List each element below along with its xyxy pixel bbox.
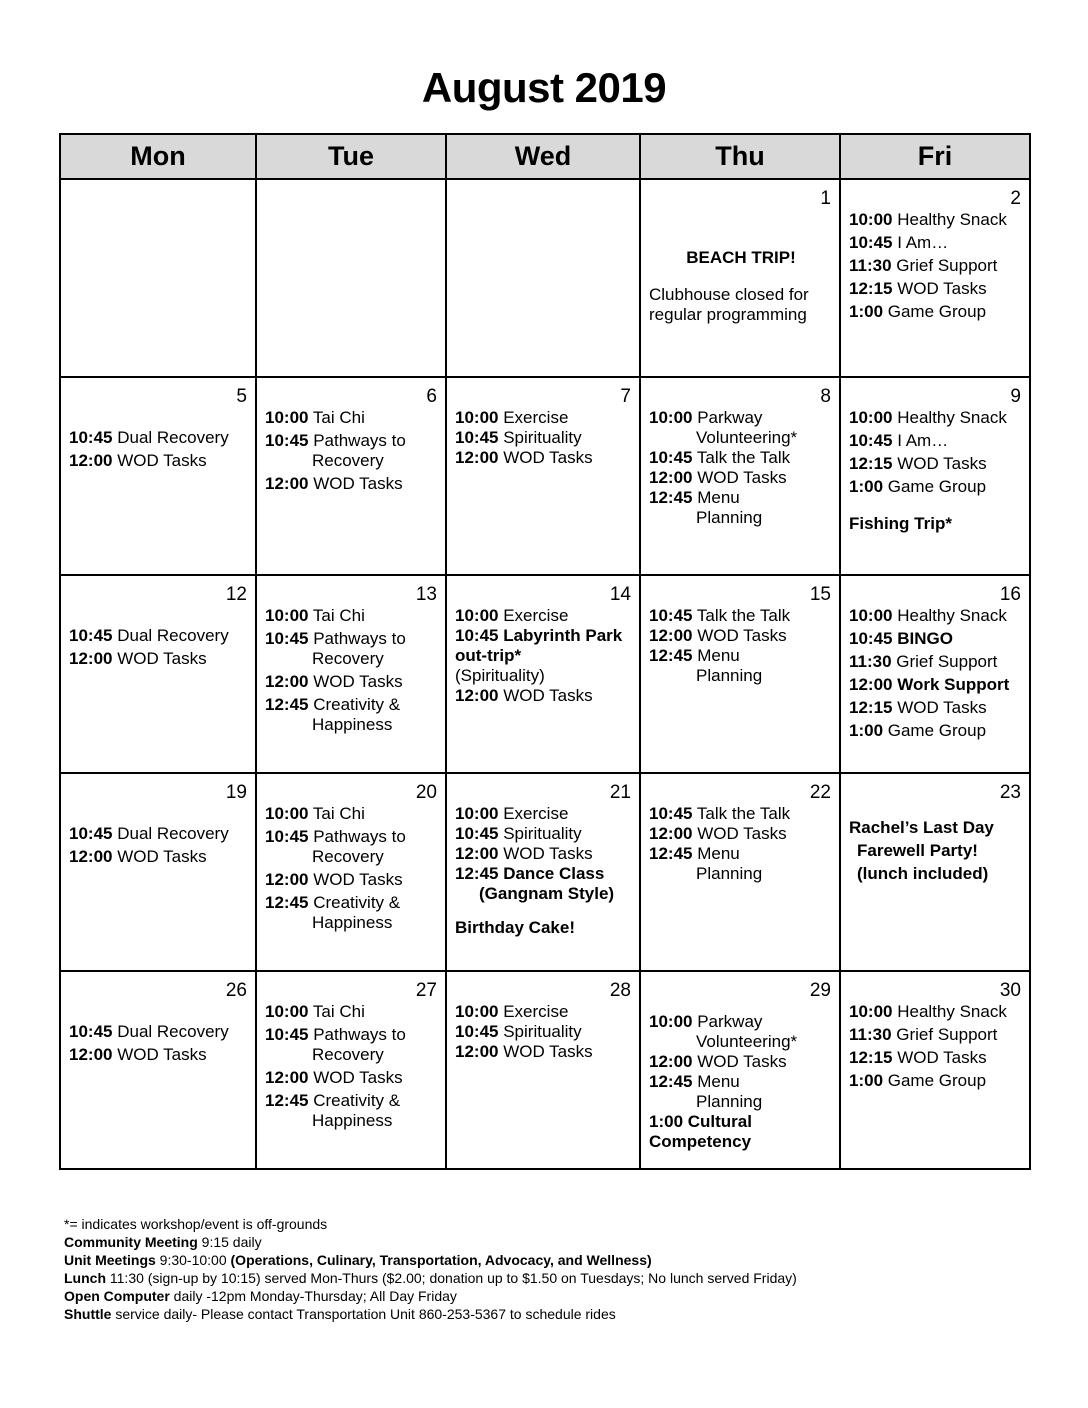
event: 12:00 WOD Tasks [265, 870, 403, 889]
event: 10:00 Tai Chi [265, 804, 365, 823]
event: 10:00 Tai Chi [265, 606, 365, 625]
day-cell-26 [60, 971, 256, 1169]
event: 10:45 Pathways to Recovery [265, 827, 406, 866]
day-number: 26 [225, 980, 247, 1001]
day-number: 28 [609, 980, 631, 1001]
event: 10:00 Exercise [455, 1002, 569, 1021]
event: 10:00 Healthy Snack [849, 408, 1007, 427]
event: 12:00 WOD Tasks [649, 824, 787, 843]
event: 12:45 Menu Planning [649, 1072, 763, 1111]
event-special: Farewell Party! [857, 841, 978, 860]
event-special: Fishing Trip* [849, 514, 952, 533]
event: 12:00 WOD Tasks [649, 468, 787, 487]
event: 12:00 Work Support [849, 675, 1010, 694]
calendar-grid [59, 133, 1031, 1170]
day-number: 5 [236, 386, 247, 407]
day-cell-5 [60, 377, 256, 575]
event: 10:45 Dual Recovery [69, 626, 229, 645]
event: 12:00 WOD Tasks [69, 1045, 207, 1064]
event: 12:00 WOD Tasks [265, 672, 403, 691]
day-cell-12 [60, 575, 256, 773]
event: 12:45 Dance Class (Gangnam Style) [455, 864, 615, 903]
day-number: 14 [609, 584, 631, 605]
event: 12:00 WOD Tasks [455, 1042, 593, 1061]
day-number: 23 [999, 782, 1021, 803]
event-note: Clubhouse closed for regular programming [649, 285, 809, 324]
event: 10:00 Exercise [455, 408, 569, 427]
weekday-mon: Mon [60, 134, 256, 179]
event: 12:45 Creativity & Happiness [265, 695, 401, 734]
weekday-thu: Thu [640, 134, 840, 179]
event: 12:45 Menu Planning [649, 488, 763, 527]
day-number: 29 [809, 980, 831, 1001]
event: 12:00 WOD Tasks [69, 451, 207, 470]
event: 10:45 Dual Recovery [69, 824, 229, 843]
event: 12:45 Creativity & Happiness [265, 893, 401, 932]
day-cell-14 [446, 575, 640, 773]
event: 10:45 Talk the Talk [649, 606, 791, 625]
week-row [60, 377, 1030, 575]
day-number: 27 [415, 980, 437, 1001]
event: 11:30 Grief Support [849, 256, 998, 275]
event-special: (lunch included) [857, 864, 989, 883]
legend-line: Lunch 11:30 (sign-up by 10:15) served Mon-Thurs ($2.00; donation up to $1.50 on Tuesdays; No lunch served Friday) [64, 1270, 797, 1286]
event: 12:00 WOD Tasks [265, 1068, 403, 1087]
event: 10:45 Dual Recovery [69, 428, 229, 447]
event: 10:45 Pathways to Recovery [265, 1025, 406, 1064]
event: 12:00 WOD Tasks [649, 1052, 787, 1071]
week-row [60, 971, 1030, 1169]
event: 1:00 Game Group [849, 721, 987, 740]
event: 10:00 Exercise [455, 606, 569, 625]
event: 10:45 Spirituality [455, 428, 582, 447]
event-special: Rachel’s Last Day [849, 818, 994, 837]
event: 10:00 Parkway Volunteering* [649, 1012, 798, 1051]
calendar-title: August 2019 [421, 64, 667, 111]
weekday-header-row [60, 134, 1030, 179]
event: 10:45 Spirituality [455, 1022, 582, 1041]
event: 10:45 Labyrinth Park out-trip* (Spirituality) [455, 626, 623, 685]
day-number: 12 [225, 584, 247, 605]
day-number: 6 [426, 386, 437, 407]
event-special: Birthday Cake! [455, 918, 575, 937]
day-cell-8 [640, 377, 840, 575]
event: 12:00 WOD Tasks [69, 847, 207, 866]
legend-line: Community Meeting 9:15 daily [64, 1234, 262, 1250]
legend-line: *= indicates workshop/event is off-grounds [64, 1216, 328, 1232]
event: 12:45 Menu Planning [649, 646, 763, 685]
weekday-wed: Wed [446, 134, 640, 179]
day-number: 7 [620, 386, 631, 407]
event: 12:00 WOD Tasks [455, 686, 593, 705]
legend-line: Shuttle service daily- Please contact Transportation Unit 860-253-5367 to schedule rides [64, 1306, 616, 1322]
event: 10:00 Tai Chi [265, 408, 365, 427]
day-cell-20 [256, 773, 446, 971]
day-cell-27 [256, 971, 446, 1169]
event: 12:45 Menu Planning [649, 844, 763, 883]
event: 10:45 Spirituality [455, 824, 582, 843]
event: 12:15 WOD Tasks [849, 698, 987, 717]
day-cell-21 [446, 773, 640, 971]
event: 10:00 Healthy Snack [849, 606, 1007, 625]
event: 10:45 Pathways to Recovery [265, 431, 406, 470]
day-cell-28 [446, 971, 640, 1169]
event: 1:00 Cultural Competency [649, 1112, 752, 1151]
event: 10:45 Talk the Talk [649, 448, 791, 467]
event: 12:00 WOD Tasks [455, 844, 593, 863]
day-number: 13 [415, 584, 437, 605]
event: 11:30 Grief Support [849, 652, 998, 671]
event: 10:45 Pathways to Recovery [265, 629, 406, 668]
weekday-tue: Tue [256, 134, 446, 179]
event: 12:00 WOD Tasks [455, 448, 593, 467]
event: 1:00 Game Group [849, 302, 987, 321]
event: 10:45 I Am… [849, 233, 949, 252]
day-cell-15 [640, 575, 840, 773]
day-cell-2 [840, 179, 1030, 377]
event: 10:00 Exercise [455, 804, 569, 823]
event: 10:45 I Am… [849, 431, 949, 450]
day-number: 8 [820, 386, 831, 407]
event: 12:00 WOD Tasks [69, 649, 207, 668]
day-cell-23 [840, 773, 1030, 971]
day-cell-16 [840, 575, 1030, 773]
event: 10:45 BINGO [849, 629, 953, 648]
weekday-fri: Fri [840, 134, 1030, 179]
day-cell-29 [640, 971, 840, 1169]
event: 12:15 WOD Tasks [849, 1048, 987, 1067]
day-cell-7 [446, 377, 640, 575]
empty-day-cell [256, 179, 446, 377]
day-number: 30 [999, 980, 1021, 1001]
event: 12:00 WOD Tasks [649, 626, 787, 645]
day-number: 22 [809, 782, 831, 803]
event: 12:45 Creativity & Happiness [265, 1091, 401, 1130]
week-row [60, 575, 1030, 773]
event: 10:00 Healthy Snack [849, 1002, 1007, 1021]
legend-line: Unit Meetings 9:30-10:00 (Operations, Culinary, Transportation, Advocacy, and Wellness) [64, 1252, 652, 1268]
empty-day-cell [446, 179, 640, 377]
event: 10:45 Talk the Talk [649, 804, 791, 823]
event: 12:15 WOD Tasks [849, 279, 987, 298]
day-cell-6 [256, 377, 446, 575]
day-number: 16 [999, 584, 1021, 605]
day-cell-1 [640, 179, 840, 377]
day-cell-9 [840, 377, 1030, 575]
event: 11:30 Grief Support [849, 1025, 998, 1044]
day-cell-30 [840, 971, 1030, 1169]
empty-day-cell [60, 179, 256, 377]
day-number: 9 [1010, 386, 1021, 407]
day-cell-13 [256, 575, 446, 773]
day-number: 15 [809, 584, 831, 605]
day-number: 20 [415, 782, 437, 803]
week-row [60, 179, 1030, 377]
legend-notes [64, 1215, 797, 1323]
day-number: 2 [1010, 188, 1021, 209]
event-special: BEACH TRIP! [686, 248, 796, 267]
event: 1:00 Game Group [849, 1071, 987, 1090]
day-number: 21 [609, 782, 631, 803]
day-cell-19 [60, 773, 256, 971]
event: 1:00 Game Group [849, 477, 987, 496]
event: 12:00 WOD Tasks [265, 474, 403, 493]
event: 10:00 Healthy Snack [849, 210, 1007, 229]
event: 12:15 WOD Tasks [849, 454, 987, 473]
day-cell-22 [640, 773, 840, 971]
legend-line: Open Computer daily -12pm Monday-Thursday; All Day Friday [64, 1288, 457, 1304]
event: 10:00 Tai Chi [265, 1002, 365, 1021]
day-number: 1 [820, 188, 831, 209]
week-row [60, 773, 1030, 971]
event: 10:00 Parkway Volunteering* [649, 408, 798, 447]
event: 10:45 Dual Recovery [69, 1022, 229, 1041]
day-number: 19 [225, 782, 247, 803]
